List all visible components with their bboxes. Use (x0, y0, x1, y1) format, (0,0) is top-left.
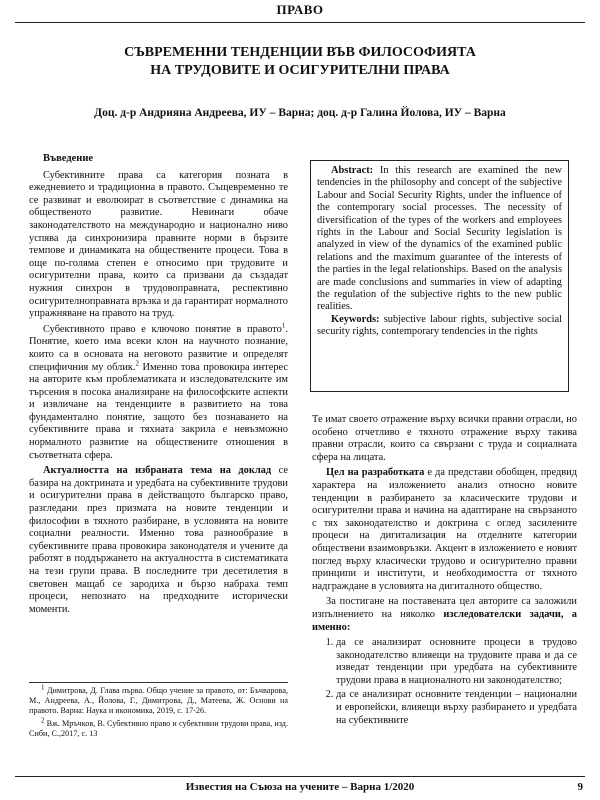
intro-heading: Въведение (43, 153, 94, 164)
footnote-2-text: Вж. Мръчков, В. Субективно право и субективни трудови права, изд. Сиби, С.,2017, с. 13 (29, 719, 288, 738)
page-footer (15, 776, 585, 797)
intro-paragraph-2 (29, 321, 288, 463)
page-number: 9 (577, 781, 583, 793)
abstract-label: Abstract: (331, 165, 374, 176)
footnote-1-text: Димитрова, Д. Глава първа. Общо учение за правото, от: Бъчварова, М., Андреева, А., Йолова, Г., Димитрова, Д., Матеева, Ж. Основи на правото. Варна: Наука и икономика, 2019, с. 17-26. (29, 686, 288, 715)
keywords-text (317, 314, 562, 339)
keywords-label: Keywords: (331, 313, 380, 325)
goal-bold: Цел на разработката (326, 467, 425, 479)
right-paragraph-1: Те имат своето отражение върху всички правни отрасли, но особено отчетливо е тяхното отражение върху такива правни отрасли, които са свързани с труда и социалната сфера на лицата. (312, 414, 577, 463)
intro-p2-part-a: Субективното право е ключово понятие в правото (43, 323, 282, 335)
title-line-1: СЪВРЕМЕННИ ТЕНДЕНЦИИ ВЪВ ФИЛОСОФИЯТА (124, 45, 476, 60)
tasks-intro-paragraph (312, 596, 577, 634)
journal-name: Известия на Съюза на учените – Варна 1/2020 (185, 781, 415, 793)
list-item: 2. да се анализират основните тенденции – национални и европейски, влияещи върху разбирането и уредбата на субективните (336, 689, 577, 727)
footnote-mark-2: 2 (135, 359, 140, 368)
abstract-box (310, 160, 569, 392)
section-label: ПРАВО (276, 2, 324, 17)
relevance-bold: Актуалността на избраната тема на доклад (43, 465, 272, 477)
goal-paragraph (312, 467, 577, 593)
footnote-mark-1: 1 (281, 321, 286, 330)
abstract-body: In this research are examined the new tendencies in the philosophy and concept of the subjective Labour and Social Security Rights, under the influence of the contemporary social processes. The necessity of diversification of the types of the workers and employees rights in the Labour and Social Security legislation is analyzed in view of the dynamics of the examined public relations and the maximum guarantee of the interests of the parties in the legal relationships. Based on the analysis are made conclusions and summaries in view of adapting the regulation of the subjective rights to the new public realities. (317, 165, 562, 313)
paper-title (30, 44, 570, 80)
list-item: 1. да се анализират основните процеси в трудово законодателство влияещи на трудовите права и да се изведат тенденции при уредбата на субективните трудови права в националното ни законодателство; (336, 637, 577, 687)
right-column (312, 414, 577, 729)
intro-p2-part-c: Именно това провокира интерес на авторите към проблематиката и изследователските им търсения в посока анализиране на философските аспекти и извличане на тенденциите в развитието на това фундаментално понятие, защото без познаването на субективните права и тяхната закрила е невъзможно нормалното развитие на обществените отношения в съответната сфера. (29, 361, 288, 461)
abstract-text (317, 165, 562, 314)
goal-rest: е да представи обобщен, предвид характера на изложението анализ относно новите тенденции в разбирането за класическите трудови и осигурителни права и начина на адаптиране на свързаното с тях законодателство и доктрина с оглед засилените процеси на дигитализация на отделните категории обществени взаимовръзки. Акцент в изложението е новият поглед върху класически трудово и осигурително правни принципи и институти, и необходимостта от тяхното надграждане в условията на дигиталното общество. (312, 467, 577, 592)
left-column (29, 153, 288, 619)
tasks-intro-start: За постигане на поставената цел авторите са заложили изпълнението на няколко (312, 596, 577, 620)
title-line-2: НА ТРУДОВИТЕ И ОСИГУРИТЕЛНИ ПРАВА (150, 63, 450, 78)
intro-paragraph-3 (29, 465, 288, 616)
intro-paragraph-1: Субективните права са категория позната в ежедневието и традиционна в правото. Същевременно те се развиват и еволюират в съответствие с динамика на общественото развитие. Невинаги обаче законодателството на международно и национално ниво успява да синхронизира правните норми в бързите темпове и динамиката на обществените процеси. Това в още по-голяма степен е относимо при трудовите и осигурителни права, които са призвани да създадат нужния синхрон в трудовоправната, респективно осигурителноправната връзка и да гарантират нормалното упражняване на правото на труд. (29, 169, 288, 320)
tasks-intro-bold: изследователски задачи, а именно: (312, 608, 578, 633)
intro-p3-rest: се базира на доктрината и уредбата на субективните трудови и осигурителни права в действащото българско право, разгледани през призмата на новите тенденции и философии в тяхното разбиране, в условията на новите социални реалности. Именно това разнообразие в субективните права провокира законодателя и учените да работят в поддържането на актуалността в систематиката на тези групи права. В последните три десетилетия в световен мащаб се зародиха и бързо набраха темп процеси, непознато на предходните исторически моменти. (29, 465, 288, 615)
footnote-1-mark: 1 (41, 683, 45, 692)
footnote-2 (29, 716, 288, 739)
authors-line: Доц. д-р Андрияна Андреева, ИУ – Варна; доц. д-р Галина Йолова, ИУ – Варна (94, 107, 506, 119)
keywords-body: subjective labour rights, subjective social security rights, contemporary tendencies in the rights (317, 313, 562, 338)
tasks-list (312, 637, 577, 727)
intro-p2-part-b: . Понятие, което има всеки клон на научното познание, които са в основата на неговото развитие и определят специфичния му облик. (29, 323, 288, 373)
footnotes (29, 682, 288, 742)
section-header (15, 0, 585, 23)
footnote-2-mark: 2 (41, 716, 45, 725)
footnote-1 (29, 683, 288, 716)
